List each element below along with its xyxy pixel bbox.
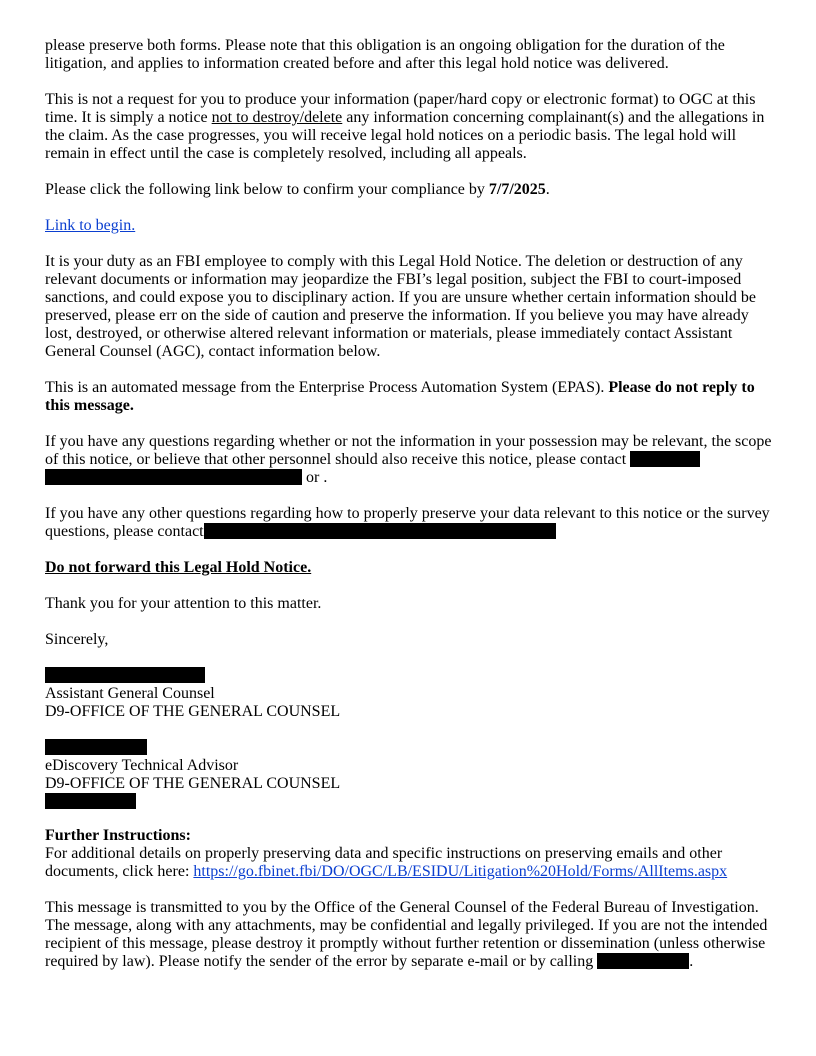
begin-link[interactable]: Link to begin. xyxy=(45,217,136,234)
do-not-forward-paragraph xyxy=(45,559,775,577)
automated-message-paragraph xyxy=(45,379,775,415)
not-to-destroy-emphasis: not to destroy/delete xyxy=(211,109,343,126)
redaction-phone xyxy=(597,953,689,969)
compliance-text: Please click the following link below to confirm your compliance by xyxy=(45,181,489,198)
disclaimer-text: This message is transmitted to you by the Office of the General Counsel of the Federal Bureau of Investigation. The message, along with any attachments, may be confidential and legally privileged. If you are not the intended recipient of this message, please destroy it promptly without further retention or dissemination (unless otherwise required by law). Please notify the sender of the error by separate e-mail or by calling xyxy=(45,899,768,970)
compliance-period: . xyxy=(545,181,550,198)
redaction-signer-1-name xyxy=(45,667,205,683)
link-paragraph xyxy=(45,217,775,235)
litigation-hold-forms-link[interactable]: https://go.fbinet.fbi/DO/OGC/LB/ESIDU/Litigation%20Hold/Forms/AllItems.aspx xyxy=(193,863,728,880)
redaction-signer-2-name xyxy=(45,739,147,755)
redaction-contact-1 xyxy=(630,451,700,467)
signature-block-ediscovery xyxy=(45,739,775,809)
redaction-contact-3 xyxy=(204,523,556,539)
signer-1-office: D9-OFFICE OF THE GENERAL COUNSEL xyxy=(45,703,341,720)
preservation-paragraph: please preserve both forms. Please note that this obligation is an ongoing obligation for the duration of the litigation, and applies to information created before and after this legal hold notice was delivered. xyxy=(45,37,725,72)
redaction-contact-2 xyxy=(45,469,302,485)
questions-or-text: or . xyxy=(302,469,328,486)
disclaimer-paragraph xyxy=(45,899,775,971)
further-instructions-paragraph xyxy=(45,827,775,881)
not-a-request-text-start: This is not a request for you to produce your information (paper/hard copy or electronic format) to OGC at this time. It is simply a notice xyxy=(45,91,756,126)
compliance-deadline-paragraph xyxy=(45,181,775,199)
signer-2-office: D9-OFFICE OF THE GENERAL COUNSEL xyxy=(45,775,341,792)
signer-1-title: Assistant General Counsel xyxy=(45,685,215,702)
compliance-date: 7/7/2025 xyxy=(488,181,546,198)
duty-paragraph: It is your duty as an FBI employee to comply with this Legal Hold Notice. The deletion or destruction of any relevant documents or information may jeopardize the FBI’s legal position, subject the FBI to court-imposed sanctions, and could expose you to disciplinary action. If you are unsure whether certain information should be preserved, please err on the side of caution and preserve the information. If you believe you may have already lost, destroyed, or otherwise altered relevant information or materials, please immediately contact Assistant General Counsel (AGC), contact information below. xyxy=(45,253,756,360)
other-questions-text: If you have any other questions regarding how to properly preserve your data relevant to this notice or the survey questions, please contact xyxy=(45,505,770,540)
disclaimer-period: . xyxy=(689,953,694,970)
not-a-request-paragraph xyxy=(45,91,775,163)
legal-hold-notice-page xyxy=(45,37,775,989)
do-not-forward-warning: Do not forward this Legal Hold Notice. xyxy=(45,559,312,576)
other-questions-paragraph xyxy=(45,505,775,541)
do-not-reply-warning: Please do not reply to this message. xyxy=(45,379,755,414)
redaction-signer-2-contact xyxy=(45,793,136,809)
questions-paragraph xyxy=(45,433,775,487)
signer-2-title: eDiscovery Technical Advisor xyxy=(45,757,239,774)
not-a-request-text-end: any information concerning complainant(s) and the allegations in the claim. As the case progresses, you will receive legal hold notices on a periodic basis. The legal hold will remain in effect until the case is completely resolved, including all appeals. xyxy=(45,109,765,162)
further-instructions-heading: Further Instructions: xyxy=(45,827,191,844)
closing: Sincerely, xyxy=(45,631,109,648)
automated-message-text: This is an automated message from the Enterprise Process Automation System (EPAS). xyxy=(45,379,609,396)
questions-text: If you have any questions regarding whether or not the information in your possession may be relevant, the scope of this notice, or believe that other personnel should also receive this notice, please contact xyxy=(45,433,772,468)
further-instructions-text: For additional details on properly preserving data and specific instructions on preserving emails and other documents, click here: xyxy=(45,845,723,880)
thanks-paragraph: Thank you for your attention to this matter. xyxy=(45,595,322,612)
signature-block-agc xyxy=(45,667,775,721)
